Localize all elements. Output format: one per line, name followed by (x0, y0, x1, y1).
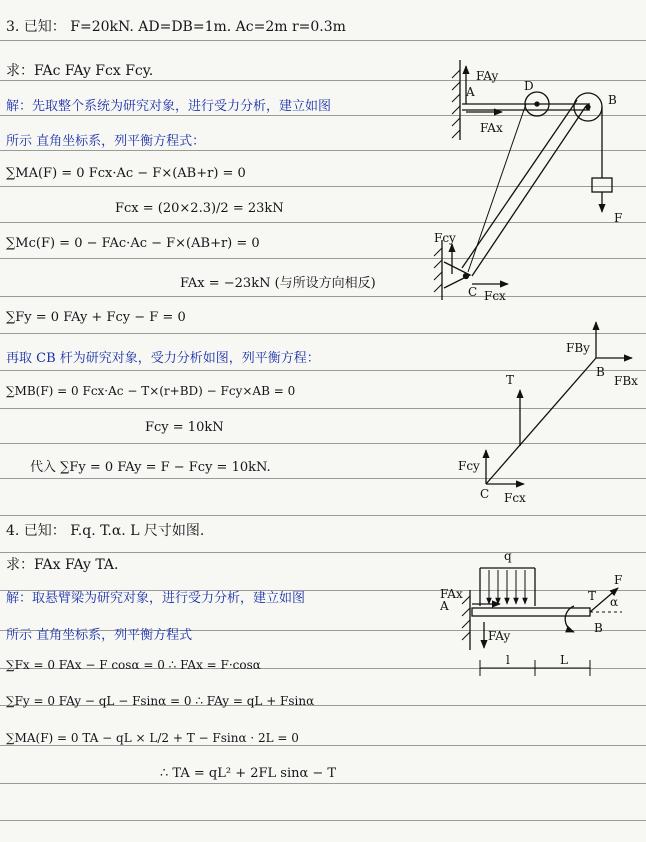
bar-cb (486, 358, 596, 484)
label-t-3: T (588, 589, 597, 603)
label-fay: FAy (476, 69, 499, 83)
label-b-3: B (594, 621, 603, 635)
p3-eq-sum-fy: ∑Fy = 0 FAy + Fcy − F = 0 (6, 310, 186, 325)
load-block (592, 178, 612, 192)
label-fcy-1: Fcy (434, 231, 456, 245)
p4-eq-moment-a: ∑MA(F) = 0 TA − qL × L/2 + T − Fsinα · 2L = 0 (6, 731, 299, 745)
p4-eq-ta: ∴ TA = qL² + 2FL sinα − T (160, 766, 337, 781)
label-f: F (614, 211, 623, 225)
beam (472, 608, 590, 616)
p3-eq-fax: FAx = −23kN (与所设方向相反) (180, 276, 376, 291)
p3-eq-substitute: 代入 ∑Fy = 0 FAy = F − Fcy = 10kN. (30, 460, 271, 475)
label-b: B (608, 93, 617, 107)
p3-solution-line3: 再取 CB 杆为研究对象，受力分析如图，列平衡方程： (6, 351, 320, 366)
label-a: A (466, 85, 475, 99)
p3-solution-line2: 所示 直角坐标系，列平衡方程式： (6, 134, 206, 149)
p4-given: 4. 已知： F.q. T.α. L 尺寸如图. (6, 523, 205, 539)
label-fax: FAx (480, 121, 503, 135)
label-fcx-2: Fcx (504, 491, 526, 505)
p3-find: 求：FAc FAy Fcx Fcy. (6, 63, 154, 79)
label-c: C (468, 285, 478, 299)
label-d: D (524, 79, 534, 93)
p3-eq-fcy: Fcy = 10kN (145, 420, 224, 435)
label-q: q (504, 549, 512, 563)
figure-2-cb-bar (486, 322, 632, 484)
label-fcy-2: Fcy (458, 459, 480, 473)
distributed-load-arrows (489, 570, 525, 604)
p4-eq-sum-fy: ∑Fy = 0 FAy − qL − Fsinα = 0 ∴ FAy = qL + Fsinα (6, 694, 315, 708)
p4-solution-line2: 所示 直角坐标系，列平衡方程式 (6, 628, 193, 643)
p3-eq-moment-c: ∑Mc(F) = 0 − FAc·Ac − F×(AB+r) = 0 (6, 236, 260, 251)
label-fby: FBy (566, 341, 590, 355)
label-t: T (506, 373, 515, 387)
p3-given: 3. 已知： F=20kN. AD=DB=1m. Ac=2m r=0.3m (6, 19, 346, 35)
p4-find: 求：FAx FAy TA. (6, 557, 119, 573)
moment-t-arrow (565, 606, 574, 632)
p3-eq-moment-a: ∑MA(F) = 0 Fcx·Ac − F×(AB+r) = 0 (6, 166, 246, 181)
label-b-2: B (596, 365, 605, 379)
label-fay-3: FAy (488, 629, 511, 643)
label-c-2: C (480, 487, 490, 501)
label-fax-3: FAx (440, 587, 463, 601)
label-alpha: α (610, 595, 619, 609)
p4-eq-sum-fx: ∑Fx = 0 FAx − F cosα = 0 ∴ FAx = F·cosα (6, 658, 261, 672)
figure-2-labels (458, 341, 638, 505)
p3-eq-fcx: Fcx = (20×2.3)/2 = 23kN (115, 201, 284, 216)
label-l1: l (506, 653, 510, 667)
label-l2: L (560, 653, 568, 667)
figure-1-system (434, 60, 612, 300)
p4-solution-line1: 解：取悬臂梁为研究对象，进行受力分析，建立如图 (6, 591, 306, 606)
label-fcx-1: Fcx (484, 289, 506, 303)
p3-solution-line1: 解：先取整个系统为研究对象，进行受力分析，建立如图 (6, 99, 332, 114)
label-a-3: A (440, 599, 449, 613)
label-f-3: F (614, 573, 623, 587)
p3-eq-moment-b: ∑MB(F) = 0 Fcx·Ac − T×(r+BD) − Fcy×AB = 0 (6, 384, 296, 398)
label-fbx: FBx (614, 374, 638, 388)
